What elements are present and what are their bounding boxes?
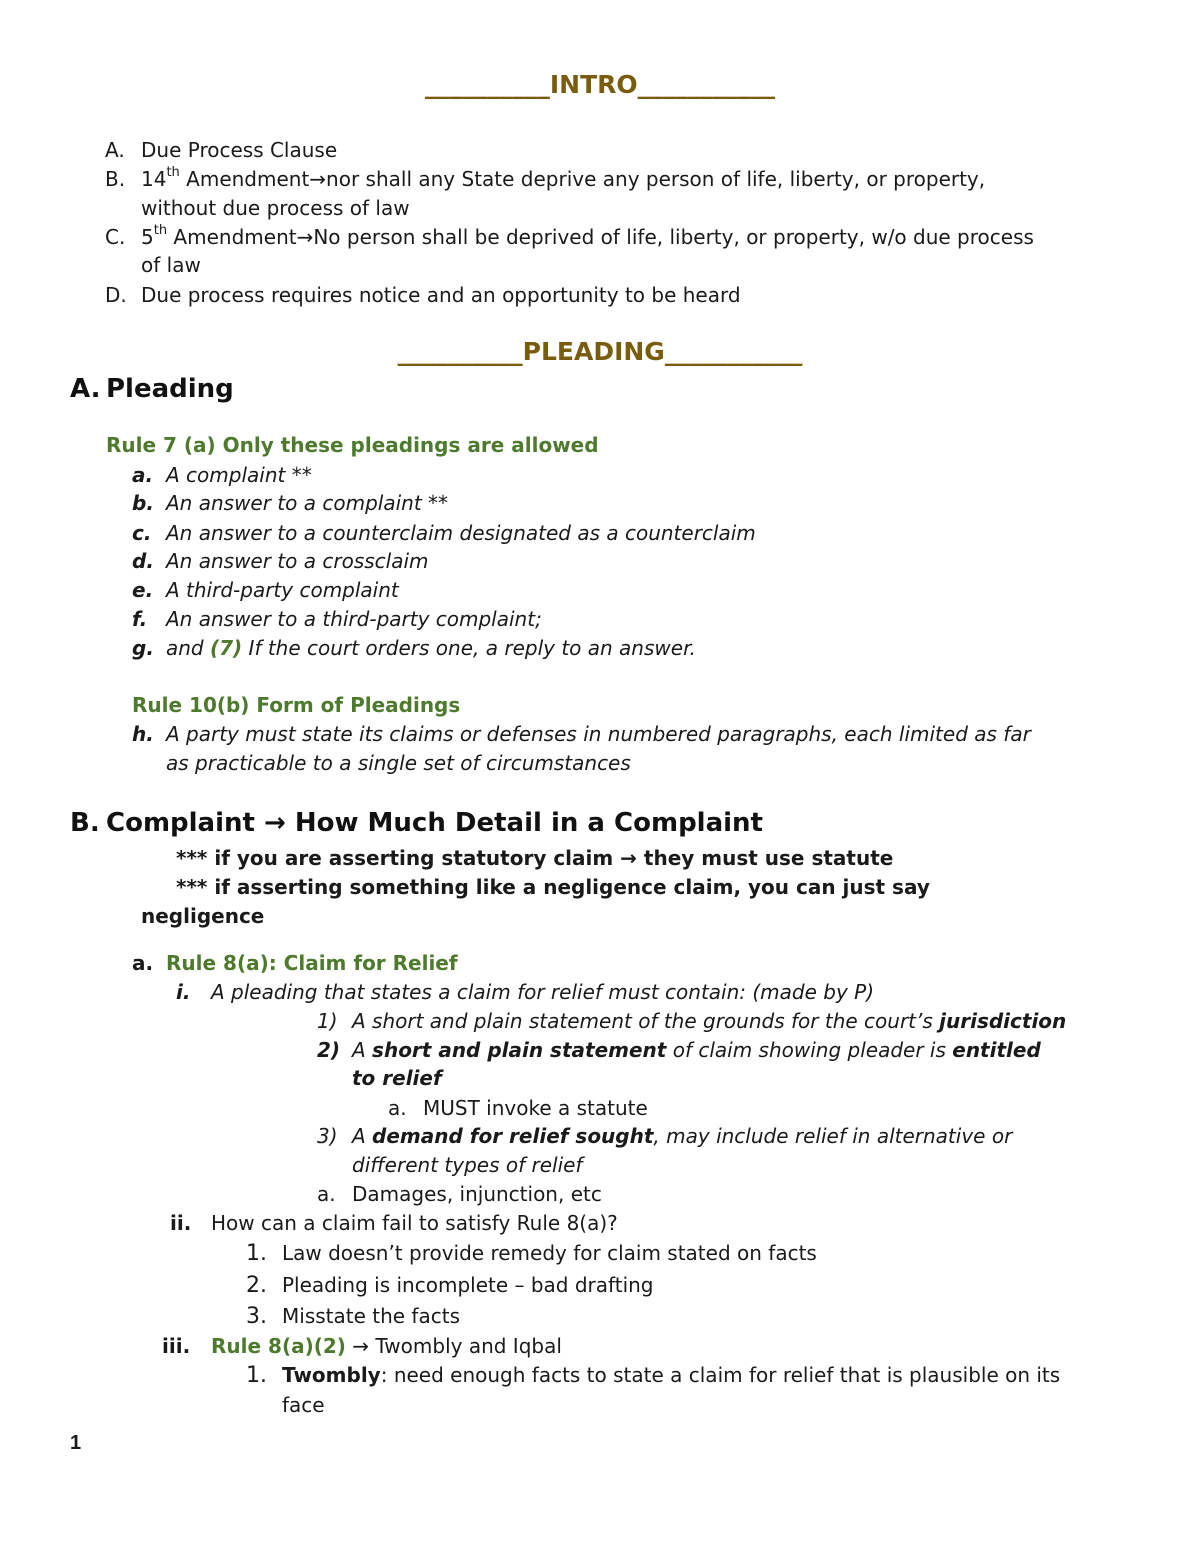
rule8a-sub-3-continued: different types of relief bbox=[352, 1153, 583, 1177]
rule10-item-h-continued: as practicable to a single set of circumstances bbox=[166, 751, 631, 775]
section-b-note-2: *** if asserting something like a negligence claim, you can just say bbox=[176, 875, 930, 899]
list-item-text: If the court orders one, a reply to an answer. bbox=[242, 636, 696, 660]
emphasis-text: jurisdiction bbox=[939, 1009, 1067, 1033]
list-item-text: Law doesn’t provide remedy for claim stated on facts bbox=[282, 1241, 817, 1265]
list-marker: c. bbox=[132, 521, 152, 545]
list-marker: h. bbox=[132, 722, 154, 746]
section-b-note-1: *** if you are asserting statutory claim → they must use statute bbox=[176, 846, 894, 870]
rule10-item-h bbox=[132, 721, 1031, 747]
list-item-text: A party must state its claims or defenses in numbered paragraphs, each limited as far bbox=[166, 722, 1031, 746]
rule8a-item-i bbox=[176, 979, 874, 1005]
list-marker: a. bbox=[132, 951, 154, 975]
list-item-text: 5 bbox=[141, 225, 154, 249]
list-item-text: An answer to a counterclaim designated as a counterclaim bbox=[166, 521, 756, 545]
rule7-heading: Rule 7 (a) Only these pleadings are allowed bbox=[106, 433, 599, 457]
list-marker: B. bbox=[105, 167, 126, 191]
list-item-text: : need enough facts to state a claim for relief that is plausible on its bbox=[380, 1363, 1061, 1387]
rule7-item-d bbox=[132, 548, 429, 574]
list-marker: ii. bbox=[170, 1211, 192, 1235]
rule7-item-g bbox=[132, 635, 696, 661]
superscript: th bbox=[153, 223, 168, 239]
list-marker: 1) bbox=[317, 1009, 338, 1033]
rule10-heading: Rule 10(b) Form of Pleadings bbox=[132, 693, 461, 717]
rule-number-highlight: (7) bbox=[209, 636, 243, 660]
list-item-text: Amendment→nor shall any State deprive any person of life, liberty, or property, bbox=[179, 167, 986, 191]
rule8a-iii-item-1 bbox=[246, 1362, 1060, 1389]
list-marker: D. bbox=[105, 283, 127, 307]
rule7-item-e bbox=[132, 577, 399, 603]
list-item-text: Amendment→No person shall be deprived of life, liberty, or property, w/o due process bbox=[167, 225, 1034, 249]
list-item-text: A bbox=[352, 1124, 373, 1148]
title-underline-left: __________ bbox=[397, 337, 523, 366]
list-item-text: Damages, injunction, etc bbox=[352, 1182, 602, 1206]
rule7-item-a bbox=[132, 462, 312, 488]
list-marker: g. bbox=[132, 636, 154, 660]
section-b-note-2-continued: negligence bbox=[141, 904, 265, 928]
superscript: th bbox=[166, 165, 180, 181]
rule8a-ii-item-1 bbox=[246, 1240, 817, 1267]
title-underline-left: __________ bbox=[424, 70, 550, 99]
rule8a-sub-3 bbox=[317, 1123, 1012, 1149]
rule8a-ii-item-2 bbox=[246, 1272, 654, 1299]
rule7-item-b bbox=[132, 490, 448, 516]
title-underline-right: ___________ bbox=[637, 70, 776, 99]
rule8a-sub-3a bbox=[317, 1181, 602, 1207]
list-marker: 2. bbox=[246, 1273, 267, 1298]
list-marker: 1. bbox=[246, 1241, 267, 1266]
list-marker: iii. bbox=[162, 1334, 191, 1358]
rule8a-item-ii bbox=[170, 1210, 618, 1236]
section-b-heading bbox=[70, 810, 763, 836]
list-marker: d. bbox=[132, 549, 154, 573]
rule7-item-f bbox=[132, 606, 542, 632]
list-item-text: 14 bbox=[141, 167, 167, 191]
rule8a-sub-2a bbox=[388, 1095, 648, 1121]
rule8a-sub-2 bbox=[317, 1037, 1041, 1063]
intro-heading bbox=[0, 72, 1200, 98]
intro-item-a bbox=[105, 137, 337, 163]
list-item-text: An answer to a complaint ** bbox=[166, 491, 449, 515]
list-marker: C. bbox=[105, 225, 126, 249]
pleading-heading bbox=[0, 339, 1200, 365]
list-item-text: Due process requires notice and an opportunity to be heard bbox=[141, 283, 741, 307]
list-item-text: → Twombly and Iqbal bbox=[345, 1334, 562, 1358]
list-item-text: An answer to a third-party complaint; bbox=[166, 607, 542, 631]
page-number: 1 bbox=[70, 1432, 82, 1454]
emphasis-text: entitled bbox=[952, 1038, 1041, 1062]
emphasis-text: Twombly bbox=[282, 1363, 381, 1387]
intro-title: INTRO bbox=[549, 70, 638, 99]
list-item-text: Pleading is incomplete – bad drafting bbox=[282, 1273, 654, 1297]
intro-item-c-continued: of law bbox=[141, 253, 201, 277]
intro-item-b bbox=[105, 166, 985, 192]
list-item-text: A third-party complaint bbox=[166, 578, 399, 602]
title-underline-right: ___________ bbox=[664, 337, 803, 366]
rule8a-sub-2-continued: to relief bbox=[352, 1066, 442, 1090]
list-item-text: A complaint ** bbox=[166, 463, 312, 487]
rule8a-ii-item-3 bbox=[246, 1303, 460, 1330]
list-marker: 3) bbox=[317, 1124, 338, 1148]
section-a-heading bbox=[70, 376, 234, 402]
list-marker: f. bbox=[132, 607, 148, 631]
list-marker: a. bbox=[132, 463, 154, 487]
list-marker: i. bbox=[176, 980, 191, 1004]
list-item-text: Misstate the facts bbox=[282, 1304, 460, 1328]
list-item-text: A short and plain statement of the grounds for the court’s bbox=[352, 1009, 940, 1033]
list-item-text: Due Process Clause bbox=[141, 138, 338, 162]
list-marker: a. bbox=[317, 1182, 336, 1206]
emphasis-text: short and plain statement bbox=[372, 1038, 667, 1062]
list-marker: a. bbox=[388, 1096, 407, 1120]
list-marker: A. bbox=[105, 138, 125, 162]
rule8a-item-iii bbox=[162, 1333, 562, 1359]
list-marker: 3. bbox=[246, 1304, 267, 1329]
section-title: Pleading bbox=[106, 374, 234, 404]
rule8a-sub-1 bbox=[317, 1008, 1066, 1034]
list-marker: 1. bbox=[246, 1363, 267, 1388]
rule8a-iii-item-1-continued: face bbox=[282, 1393, 325, 1417]
intro-item-d bbox=[105, 282, 741, 308]
rule-heading-text: Rule 8(a): Claim for Relief bbox=[166, 951, 458, 975]
list-item-text: and bbox=[166, 636, 210, 660]
list-item-text: An answer to a crossclaim bbox=[166, 549, 429, 573]
list-item-text: A bbox=[352, 1038, 373, 1062]
rule-heading-text: Rule 8(a)(2) bbox=[211, 1334, 346, 1358]
intro-item-c bbox=[105, 224, 1034, 250]
rule8a-heading bbox=[132, 950, 458, 976]
list-item-text: A pleading that states a claim for relief must contain: (made by P) bbox=[211, 980, 875, 1004]
section-title: Complaint → How Much Detail in a Complaint bbox=[106, 808, 763, 838]
list-item-text: How can a claim fail to satisfy Rule 8(a)? bbox=[211, 1211, 618, 1235]
rule7-item-c bbox=[132, 520, 756, 546]
list-item-text: , may include relief in alternative or bbox=[653, 1124, 1013, 1148]
list-marker: e. bbox=[132, 578, 154, 602]
list-item-text: MUST invoke a statute bbox=[423, 1096, 648, 1120]
section-marker: A. bbox=[70, 374, 101, 404]
list-marker: 2) bbox=[317, 1038, 341, 1062]
emphasis-text: demand for relief sought bbox=[372, 1124, 654, 1148]
section-marker: B. bbox=[70, 808, 100, 838]
intro-item-b-continued: without due process of law bbox=[141, 196, 410, 220]
list-item-text: of claim showing pleader is bbox=[666, 1038, 953, 1062]
pleading-title: PLEADING bbox=[522, 337, 665, 366]
list-marker: b. bbox=[132, 491, 154, 515]
